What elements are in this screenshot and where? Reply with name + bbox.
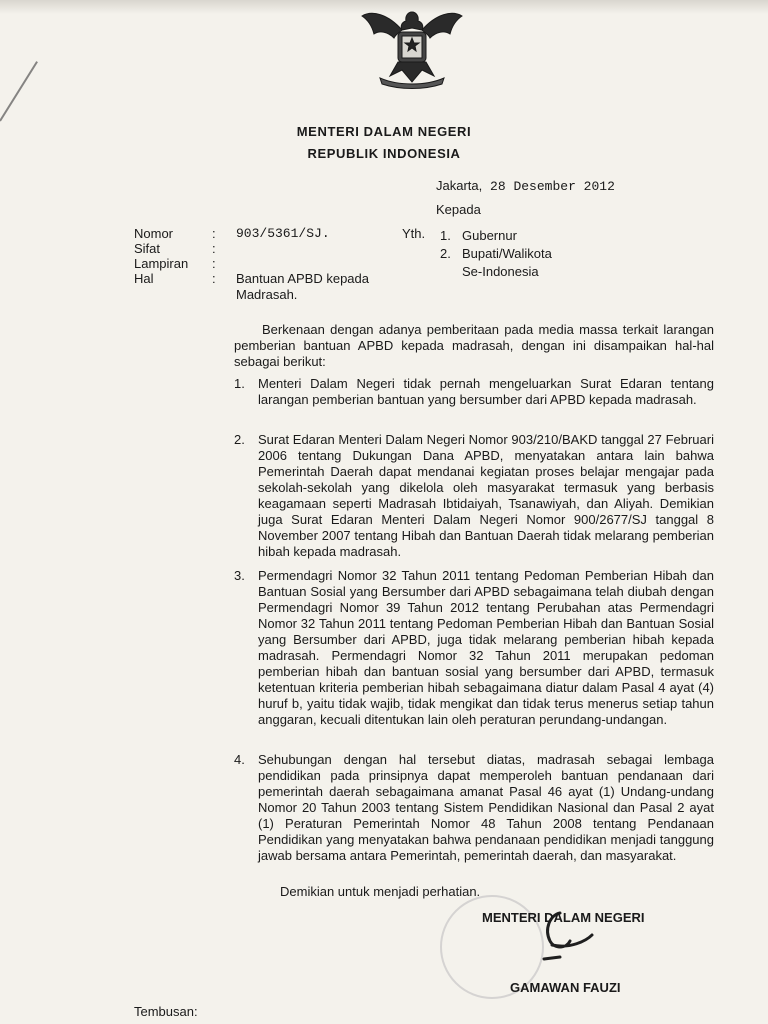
to-label: Kepada	[436, 202, 481, 217]
list-item	[234, 432, 714, 560]
list-item	[234, 568, 714, 728]
page-crease	[0, 61, 38, 121]
nomor-label: Nomor	[134, 226, 174, 241]
hal-value-cont: Madrasah.	[236, 287, 298, 302]
hal-label: Hal	[134, 271, 154, 286]
item-text: Permendagri Nomor 32 Tahun 2011 tentang Pedoman Pemberian Hibah dan Bantuan Sosial yang Bersumber dari APBD sebagaimana telah diubah dengan Permendagri Nomor 39 Tahun 2012 tentang Perubahan atas Permendagri Nomor 32 Tahun 2011 tentang Pedoman Pemberian Hibah dan Bantuan Sosial yang Bersumber dari APBD, juga tidak melarang pemberian hibah kepada madrasah. Permendagri Nomor 32 Tahun 2011 merupakan pedoman pemberian hibah dan bantuan sosial yang bersumber dari APBD, termasuk ketentuan kriteria pemberian hibah sebagaimana diatur dalam Pasal 4 ayat (4) huruf b, yaitu tidak wajib, tidak mengikat dan tidak terus menerus setiap tahun anggaran, kecuali ditentukan lain oleh peraturan perundang-undangan.	[258, 568, 714, 727]
intro-paragraph: Berkenaan dengan adanya pemberitaan pada media massa terkait larangan pemberian bantuan APBD kepada madrasah, dengan ini disampaikan hal-hal sebagai berikut:	[234, 322, 714, 369]
date-city: Jakarta,	[436, 178, 483, 193]
sifat-label: Sifat	[134, 241, 161, 256]
date-value: 28 Desember 2012	[482, 179, 615, 194]
list-item	[234, 376, 714, 408]
colon: :	[212, 226, 216, 241]
colon: :	[212, 256, 216, 271]
garuda-emblem-icon	[358, 4, 466, 90]
item-text: Surat Edaran Menteri Dalam Negeri Nomor 903/210/BAKD tanggal 27 Februari 2006 tentang Dukungan Dana APBD, menyatakan antara lain bahwa Pemerintah Daerah dapat mendanai kegiatan proses belajar mengajar pada sekolah-sekolah yang dikelola oleh masyarakat termasuk yang berbasis keagamaan seperti Madrasah Ibtidaiyah, Tsanawiyah, dan Aliyah. Demikian juga Surat Edaran Menteri Dalam Negeri Nomor 900/2677/SJ tanggal 8 November 2007 tentang Hibah dan Bantuan Daerah tidak melarang pemberian hibah kepada madrasah.	[258, 432, 714, 559]
cc-label: Tembusan:	[134, 1004, 198, 1019]
hal-value: Bantuan APBD kepada	[236, 271, 369, 286]
item-number: 1.	[234, 376, 245, 391]
recipient-3: Se-Indonesia	[462, 264, 539, 279]
nomor-value: 903/5361/SJ.	[236, 226, 330, 241]
colon: :	[212, 271, 216, 286]
item-text: Menteri Dalam Negeri tidak pernah mengeluarkan Surat Edaran tentang larangan pemberian bantuan yang bersumber dari APBD kepada madrasah.	[258, 376, 714, 407]
yth-label: Yth.	[402, 226, 426, 241]
colon: :	[212, 241, 216, 256]
recipient-2: Bupati/Walikota	[462, 246, 552, 261]
letter-head-subtitle: REPUBLIK INDONESIA	[307, 146, 461, 161]
letter-head-title: MENTERI DALAM NEGERI	[296, 124, 472, 139]
closing-line: Demikian untuk menjadi perhatian.	[280, 884, 481, 899]
recipient-2-num: 2.	[440, 246, 451, 261]
date-place	[436, 178, 615, 195]
list-item	[234, 752, 714, 864]
recipient-1: Gubernur	[462, 228, 517, 243]
item-number: 2.	[234, 432, 245, 447]
signatory-title: MENTERI DALAM NEGERI	[482, 910, 645, 925]
signatory-name: GAMAWAN FAUZI	[510, 980, 621, 995]
lampiran-label: Lampiran	[134, 256, 189, 271]
item-number: 4.	[234, 752, 245, 767]
recipient-1-num: 1.	[440, 228, 451, 243]
item-text: Sehubungan dengan hal tersebut diatas, madrasah sebagai lembaga pendidikan pada prinsipnya dapat memperoleh bantuan pendanaan dari pemerintah daerah sebagaimana amanat Pasal 46 ayat (1) Undang-undang Nomor 20 Tahun 2003 tentang Sistem Pendidikan Nasional dan Pasal 2 ayat (1) Peraturan Pemerintah Nomor 48 Tahun 2008 tentang Pendanaan Pendidikan yang menyatakan bahwa pendanaan pendidikan menjadi tanggung jawab bersama antara Pemerintah, pemerintah daerah, dan masyarakat.	[258, 752, 714, 863]
item-number: 3.	[234, 568, 245, 583]
